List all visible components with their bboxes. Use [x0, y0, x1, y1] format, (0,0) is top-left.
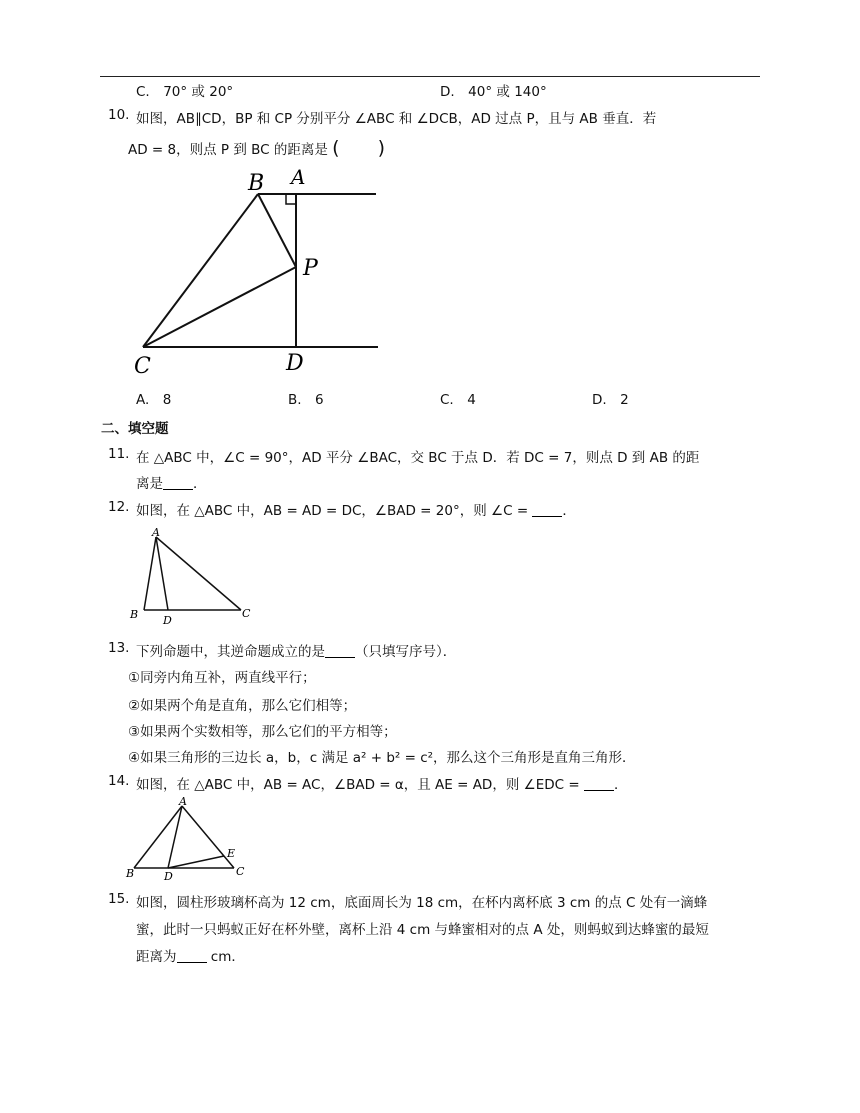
q13-answer-blank[interactable] [325, 643, 355, 658]
q9-option-d: D. 40° 或 140° [440, 84, 547, 100]
label-p: P [303, 256, 318, 281]
label-d: D [163, 614, 172, 627]
q14-answer-blank[interactable] [584, 776, 614, 791]
q10-option-d: D. 2 [592, 392, 629, 408]
q12-answer-blank[interactable] [532, 502, 562, 517]
q11-line2-post: ． [193, 476, 207, 492]
q13-item-1: ①同旁内角互补，两直线平行； [128, 670, 316, 686]
segment-bc [143, 194, 258, 347]
label-b: B [248, 171, 265, 196]
header-rule [100, 76, 760, 77]
q11-line2-pre: 离是 [136, 476, 163, 492]
q15-line3-post: cm． [206, 949, 245, 965]
q10-line2 [128, 133, 385, 160]
label-a: A [291, 165, 306, 189]
q10-line1: 如图，AB∥CD，BP 和 CP 分别平分 ∠ABC 和 ∠DCB，AD 过点 P，且与 AB 垂直．若 [136, 111, 657, 127]
q15-answer-blank[interactable] [177, 948, 207, 963]
label-c: C [134, 354, 151, 379]
q11-number: 11. [108, 446, 130, 462]
q10-number: 10. [108, 107, 130, 123]
label-b: B [126, 867, 135, 880]
q15-line3 [136, 945, 245, 965]
q15-line3-pre: 距离为 [136, 949, 177, 965]
q12-number: 12. [108, 499, 130, 515]
segment-bp [258, 194, 296, 267]
q11-line2 [136, 472, 207, 492]
q14-number: 14. [108, 773, 130, 789]
q10-line2-text: AD = 8，则点 P 到 BC 的距离是 [128, 142, 328, 158]
q13-item-3: ③如果两个实数相等，那么它们的平方相等； [128, 724, 397, 740]
label-c: C [242, 607, 251, 620]
q13-line [136, 640, 456, 660]
q14-text-pre: 如图，在 △ABC 中，AB = AC，∠BAD = α，且 AE = AD，则 ∠EDC = [136, 777, 584, 793]
q10-option-c: C. 4 [440, 392, 476, 408]
q13-text-post: （只填写序号）． [355, 644, 457, 660]
q12-line [136, 499, 576, 519]
q10-option-a: A. 8 [136, 392, 172, 408]
label-c: C [236, 865, 245, 878]
q13-number: 13. [108, 640, 130, 656]
q10-answer-paren: ( ) [332, 137, 385, 159]
segment-ab [144, 537, 156, 610]
segment-de [168, 856, 224, 868]
q14-line [136, 773, 627, 793]
segment-ad [156, 537, 168, 610]
q14-text-post: ． [613, 777, 628, 793]
segment-ac [156, 537, 241, 610]
q11-line1: 在 △ABC 中，∠C = 90°，AD 平分 ∠BAC，交 BC 于点 D．若 DC = 7，则点 D 到 AB 的距 [136, 450, 700, 466]
label-d: D [164, 870, 173, 883]
label-a: A [179, 795, 187, 808]
section-title: 二、填空题 [101, 421, 169, 437]
q9-option-c: C. 70° 或 20° [136, 84, 234, 100]
q15-line2: 蜜，此时一只蚂蚁正好在杯外壁，离杯上沿 4 cm 与蜂蜜相对的点 A 处，则蚂蚁到达蜂蜜的最短 [136, 922, 709, 938]
q11-answer-blank[interactable] [163, 475, 193, 490]
q13-text-pre: 下列命题中，其逆命题成立的是 [136, 644, 325, 660]
label-a: A [152, 526, 160, 539]
label-d: D [286, 351, 304, 376]
q13-item-4: ④如果三角形的三边长 a，b，c 满足 a² + b² = c²，那么这个三角形是直角三角形． [128, 750, 636, 766]
q15-number: 15. [108, 891, 130, 907]
q15-line1: 如图，圆柱形玻璃杯高为 12 cm，底面周长为 18 cm，在杯内离杯底 3 cm 的点 C 处有一滴蜂 [136, 895, 708, 911]
q10-option-b: B. 6 [288, 392, 324, 408]
q13-item-2: ②如果两个角是直角，那么它们相等； [128, 698, 357, 714]
segment-cp [143, 267, 296, 347]
label-e: E [227, 847, 236, 860]
right-angle-mark [286, 194, 296, 204]
label-b: B [130, 608, 139, 621]
q14-figure [124, 794, 259, 884]
q12-text-post: ． [562, 503, 576, 519]
q10-figure [128, 162, 388, 382]
q12-text-pre: 如图，在 △ABC 中，AB = AD = DC，∠BAD = 20°，则 ∠C = [136, 503, 533, 519]
q12-figure [126, 525, 266, 630]
